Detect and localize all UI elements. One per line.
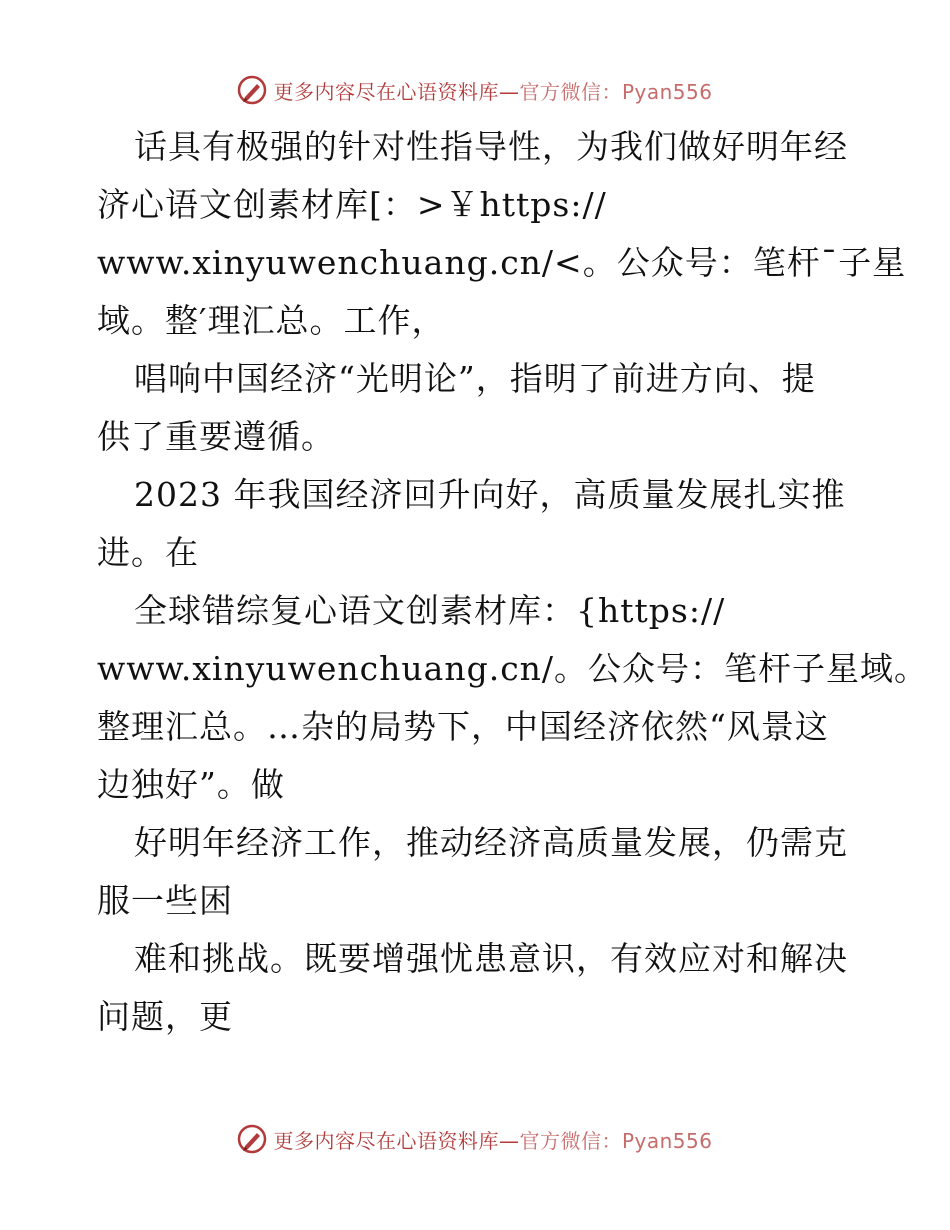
pen-logo-icon	[237, 75, 267, 105]
text-line: 难和挑战。既要增强忧患意识，有效应对和解决	[134, 939, 848, 978]
text-line: 供了重要遵循。	[97, 417, 335, 456]
text-line: 服一些困	[97, 881, 233, 920]
header-wechat: 官方微信：Pyan556	[519, 79, 713, 104]
text-line: www.xinyuwenchuang.cn/。公众号：笔杆子星域。	[97, 649, 929, 688]
footer-wechat: 官方微信：Pyan556	[519, 1128, 713, 1153]
text-line: www.xinyuwenchuang.cn/<。公众号：笔杆¯子星	[97, 243, 907, 282]
text-line: 全球错综复心语文创素材库：{https://	[134, 591, 726, 630]
text-line: 好明年经济工作，推动经济高质量发展，仍需克	[134, 823, 848, 862]
footer-banner	[0, 1119, 950, 1159]
pen-logo-icon	[237, 1124, 267, 1154]
footer-text: 更多内容尽在心语资料库—	[273, 1128, 520, 1153]
document-body	[97, 118, 929, 1046]
text-line: 2023 年我国经济回升向好，高质量发展扎实推	[134, 475, 846, 514]
text-line: 话具有极强的针对性指导性，为我们做好明年经	[134, 127, 848, 166]
text-line: 整理汇总。…杂的局势下，中国经济依然“风景这	[97, 707, 829, 746]
text-line: 进。在	[97, 533, 199, 572]
text-line: 域。整′理汇总。工作，	[97, 301, 446, 340]
text-line: 济心语文创素材库[：>￥https://	[97, 185, 607, 224]
header-banner	[0, 70, 950, 110]
text-line: 问题，更	[97, 997, 233, 1036]
header-text: 更多内容尽在心语资料库—	[273, 79, 520, 104]
text-line: 唱响中国经济“光明论”，指明了前进方向、提	[134, 359, 816, 398]
text-line: 边独好”。做	[97, 765, 285, 804]
